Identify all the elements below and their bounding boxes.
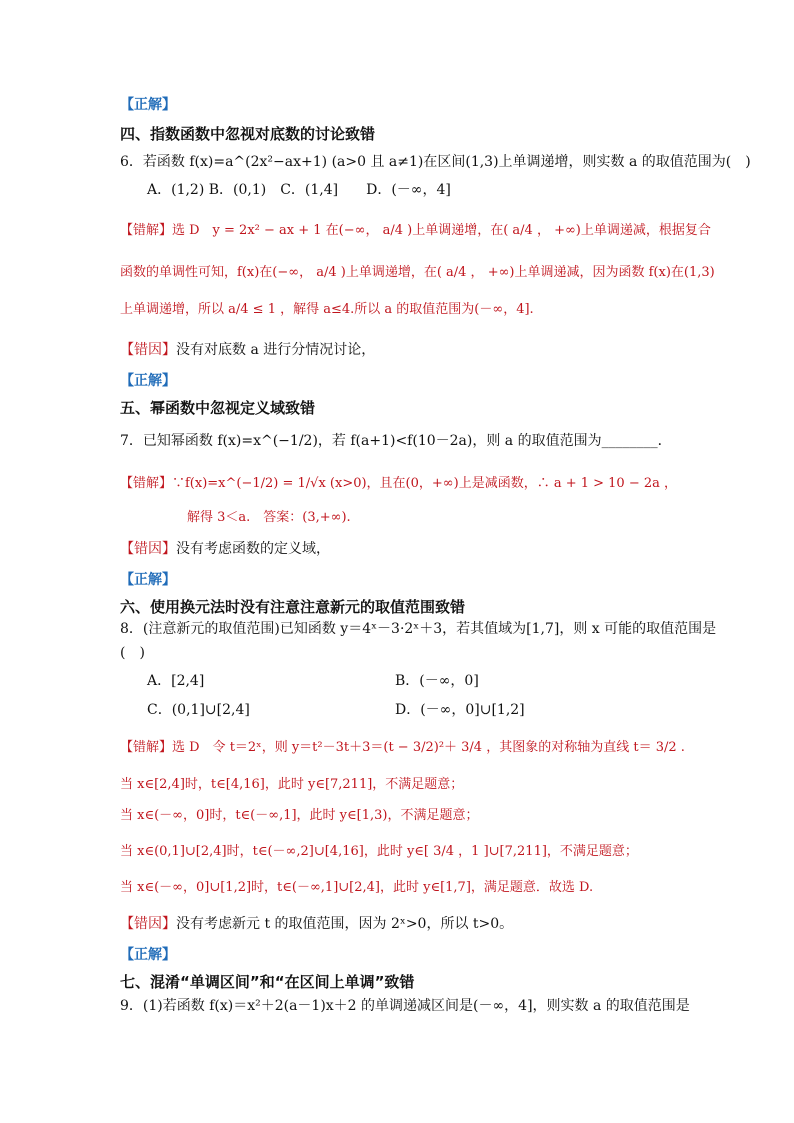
text-line-c3: 当 x∈(－∞，0]时，t∈(－∞,1]，此时 y∈[1,3)，不满足题意； [120,808,479,823]
text-line-b2: 四、指数函数中忽视对底数的讨论致错 [120,125,376,143]
text-line-c1: 【错解】选 D 令 t＝2ˣ，则 y＝t²－3t＋3＝(t − 3/2)²＋ 3/4 ，其图象的对称轴为直线 t＝ 3/2 . [120,740,685,755]
error-cause-tag: 【错因】 [120,541,176,557]
text-line-c9: 9．(1)若函数 f(x)＝x²＋2(a－1)x＋2 的单调递减区间是(－∞，4]，则实数 a 的取值范围是 [120,998,690,1014]
answer-option-o2: B．(－∞，0] [395,673,479,689]
text-line-b17: 8．(注意新元的取值范围)已知函数 y＝4ˣ－3·2ˣ＋3，若其值域为[1,7]，则 x 可能的取值范围是 [120,621,717,637]
text-line-b7: 上单调递增，所以 a/4 ≤ 1 ，解得 a≤4.所以 a 的取值范围为(－∞，4]. [120,302,534,317]
error-cause-text: 没有考虑函数的定义域， [176,541,330,557]
text-line-b3: 6．若函数 f(x)=a^(2x²−ax+1) (a>0 且 a≠1)在区间(1,3)上单调递增，则实数 a 的取值范围为( ) [120,154,751,170]
error-cause-text: 没有考虑新元 t 的取值范围，因为 2ˣ>0，所以 t>0。 [176,916,514,932]
answer-option-o1: A．[2,4] [147,673,205,689]
text-line-c6 [120,914,513,934]
text-line-b16: 六、使用换元法时没有注意注意新元的取值范围致错 [120,598,466,616]
text-line-c4: 当 x∈(0,1]∪[2,4]时，t∈(－∞,2]∪[4,16]，此时 y∈[ 3/4 ，1 ]∪[7,211]，不满足题意； [120,844,638,859]
error-cause-text: 没有对底数 a 进行分情况讨论， [176,342,376,358]
text-line-b14 [120,539,330,559]
error-cause-tag: 【错因】 [120,916,176,932]
text-line-b11: 7．已知幂函数 f(x)=x^(−1/2)，若 f(a+1)<f(10－2a)，则 a 的取值范围为________． [120,433,672,449]
text-line-b13: 解得 3＜a. 答案：(3,+∞). [187,510,351,525]
text-line-b5: 【错解】选 D y = 2x² − ax + 1 在(−∞， a/4 )上单调递增，在( a/4 ， +∞)上单调递减，根据复合 [120,223,711,238]
text-line-b9: 【正解】 [120,373,176,389]
text-line-c5: 当 x∈(－∞，0]∪[1,2]时，t∈(－∞,1]∪[2,4]，此时 y∈[1,7]，满足题意．故选 D. [120,880,594,895]
text-line-b6: 函数的单调性可知，f(x)在(−∞， a/4 )上单调递增，在( a/4 ， +∞)上单调递减，因为函数 f(x)在(1,3) [120,265,715,280]
text-line-b10: 五、幂函数中忽视定义域致错 [120,399,316,417]
text-line-c2: 当 x∈[2,4]时，t∈[4,16]，此时 y∈[7,211]，不满足题意； [120,777,464,792]
answer-option-o4: D．(－∞，0]∪[1,2] [395,702,525,718]
text-line-b12: 【错解】∵f(x)=x^(−1/2) = 1/√x (x>0)，且在(0，+∞)上是减函数，∴ a + 1 > 10 − 2a ， [120,476,678,491]
error-cause-tag: 【错因】 [120,342,176,358]
text-line-b4: A．(1,2) B．(0,1) C．(1,4] D．(－∞，4] [147,182,451,198]
text-line-b1: 【正解】 [120,97,176,113]
text-line-c8: 七、混淆“单调区间”和“在区间上单调”致错 [120,973,415,991]
text-line-b8 [120,340,375,360]
text-line-c7: 【正解】 [120,947,176,963]
text-line-b15: 【正解】 [120,572,176,588]
answer-option-o3: C．(0,1]∪[2,4] [147,702,250,718]
text-line-b18: ( ) [120,645,145,661]
